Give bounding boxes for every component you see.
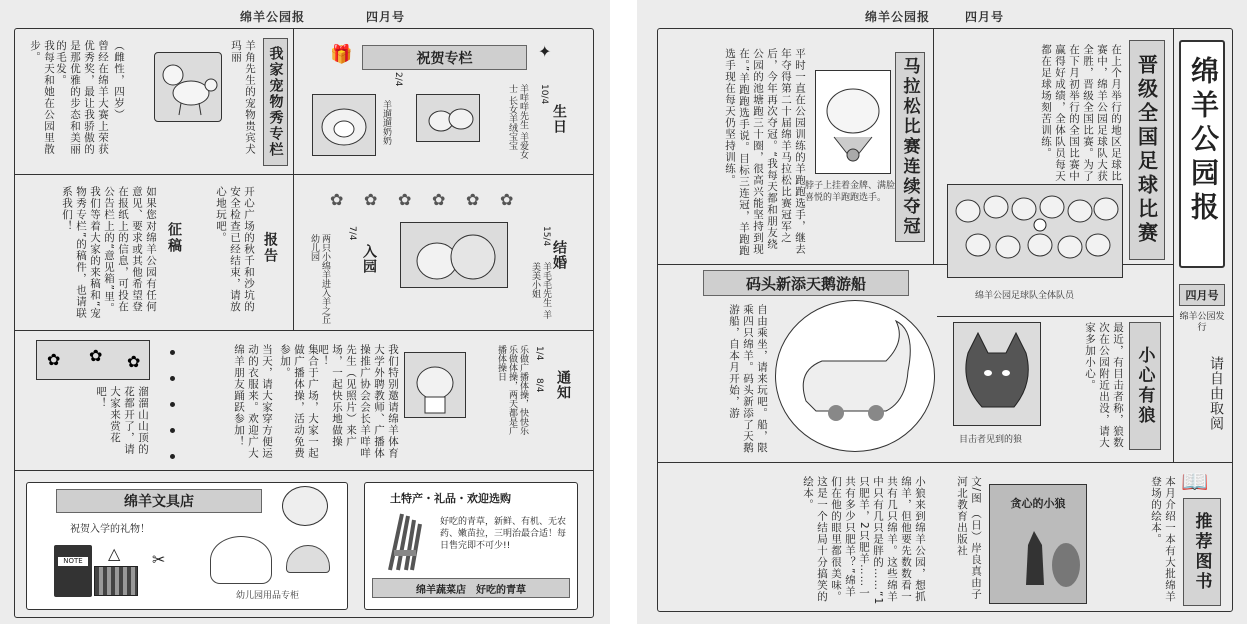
- pets-col3: 曾经在绵羊大赛上荣获优秀奖，最让我骄傲的是那优雅的步态和美丽的毛发。: [55, 40, 109, 155]
- left-page: 绵羊公园报 四月号 我家宠物秀专栏 羊角先生的宠物贵宾犬玛丽 （雌性，四岁） 曾经在绵羊大赛上荣获优秀奖，最让我骄傲的是那优雅的步态和美丽的毛发。 我每天和她在公园里散步。 报告 开心广场的秋千和沙坑的安全检查已经结束，请放心地玩吧。 征稿 如果您对绵羊公园有任何意见、要求或其他希望登在报纸上的信息，可投在公告栏上的“意见箱”里。我们等着大家的来稿和“宠物秀专栏”的稿件，也请联系我们！ 🎁 祝贺专栏 ✦ 生日 10/4 2/4 羊遛遛奶奶 羊咩咩先生 羊爱女士 长女羊绒宝宝 ✿ ✿ ✿ ✿ ✿ ✿ 结婚 15/4 羊毛毛先生 羊美美小姐 入园 7/4 两只小绵羊进入羊之丘幼儿园 通知 1/4 8/4 乐做广播体操，快快乐乐做体操，两天都是广播体操日 我们特别邀请绵羊体育大学外聘教师、广播体操推广协会会长羊咩咩先生（见照片）来广场，一起快乐地做操吧！ 集合于广场，大家一起做广播体操，活动免费参加。 当天，请大家穿方便运动的衣服来。欢迎广大绵羊朋友踊跃参加！ ✿ ✿ ✿ 溜溜山山顶的花都开了，请大家来赏花吧！ 绵羊文具店 祝贺入学的礼物！ NOTE △ ✂ 幼儿园用品专柜 土特产・礼品・欢迎选购 好吃的青草，新鲜、有机、无农药、嫩苗拉，三明治最合适！每日售完即不可少!! 绵羊蔬菜店 好吃的青草: [0, 0, 610, 624]
- bag-icon: [210, 536, 272, 584]
- football-title: 晋级全国足球比赛: [1129, 40, 1165, 260]
- left-header-paper: 绵羊公园报: [240, 10, 306, 24]
- party-icon: ✦: [538, 42, 552, 61]
- football-team-image: [947, 184, 1123, 278]
- right-header-paper: 绵羊公园报: [865, 10, 931, 24]
- notice-text4: 乐做广播体操，快快乐乐做体操，两天都是广播体操日: [496, 345, 528, 435]
- swan-title: 码头新添天鹅游船: [703, 270, 909, 296]
- wolf-text: 最近，有目击者称，狼数次在公园附近出没，请大家多加小心。: [1084, 322, 1124, 449]
- swan-boat-image: [775, 300, 935, 452]
- birthday-item1: 羊遛遛奶奶: [381, 100, 391, 145]
- svg-text:✿: ✿: [47, 350, 61, 369]
- page-gutter: [610, 0, 637, 624]
- flowers-text: 溜溜山山顶的花都开了，请大家来赏花吧！: [95, 386, 149, 455]
- swan-text: 自由乘坐，请来玩吧。船，限乘四只绵羊。码头新添了天鹅游船，自本月开始，游: [728, 304, 768, 454]
- stationery-title: 绵羊文具店: [56, 489, 262, 513]
- book-meta: 文/图 （日）岸良真由子 河北教育出版社: [956, 476, 982, 600]
- pets-col1: 羊角先生的宠物贵宾犬玛丽: [230, 40, 256, 155]
- gift-icon: 🎁: [330, 44, 353, 65]
- notice-title: 通知: [555, 370, 571, 400]
- svg-text:✿: ✿: [89, 346, 103, 365]
- notice-text3: 当天，请大家穿方便运动的衣服来。欢迎广大绵羊朋友踊跃参加！: [233, 344, 273, 459]
- marathon-title: 马拉松比赛连续夺冠: [895, 52, 925, 242]
- book-cover-image: [989, 484, 1087, 604]
- scissors-icon: ✂: [152, 550, 166, 569]
- football-text: 在上个月举行的地区足球比赛中，绵羊公园足球队大获全胜，晋级全国比赛。为了在下月初举行的全国比赛中赢得好成绩，全体队员每天都在足球场刻苦训练。: [1040, 44, 1122, 182]
- stationery-caption: 幼儿园用品专柜: [236, 591, 300, 601]
- crayons-icon: [94, 566, 138, 596]
- pets-col2: （雌性，四岁）: [113, 40, 125, 121]
- report-text: 开心广场的秋千和沙坑的安全检查已经结束，请放心地玩吧。: [215, 186, 255, 313]
- notice-text1: 我们特别邀请绵羊体育大学外聘教师、广播体操推广协会会长羊咩咩先生（见照片）来广场，一起快乐地做操吧！: [317, 344, 399, 459]
- book-title: 推荐图书: [1183, 498, 1221, 606]
- sheep-mascot-icon: [282, 486, 328, 526]
- right-page: [637, 0, 1247, 624]
- marathon-text: 平时一直在公园训练的羊跑跑选手，继去年夺得第二十届绵羊马拉松比赛冠军之后，今年再次夺冠。“我每天都和朋友绕公园的池塘跑三十圈，很高兴能坚持到现在。”羊跑跑选手说。目标三连冠，羊跑跑选手现在每天仍坚持训练。: [724, 48, 806, 257]
- birthday-date1: 2/4: [393, 72, 403, 87]
- vegetable-shop-footer: 绵羊蔬菜店 好吃的青草: [372, 578, 570, 598]
- report-title: 报告: [262, 232, 278, 264]
- notice-date1: 1/4: [534, 346, 544, 361]
- wedding-couple-image: [400, 222, 508, 288]
- sheep-family-image: [416, 94, 480, 142]
- left-header-issue: 四月号: [366, 10, 406, 24]
- birthday-label: 生日: [551, 104, 567, 134]
- book-text: 小狼来到绵羊公园，想抓绵羊，但他要先数数看一共有几只绵羊。这些绵羊中只有几只是胖的……“1只肥羊，2只肥羊……一共有多少只肥羊？”绵羊们在他的眼里都很美味。这是一个结局十分搞笑的绘本。: [802, 476, 926, 606]
- stationery-subtitle: 祝贺入学的礼物！: [70, 524, 150, 535]
- contrib-text: 如果您对绵羊公园有任何意见、要求或其他希望登在报纸上的信息，可投在公告栏上的“意见箱”里。我们等着大家的来稿和“宠物秀专栏”的稿件，也请联系我们！: [61, 186, 157, 319]
- right-book-cover_title: 贪心的小狼: [1010, 497, 1066, 510]
- birthday-date: 10/4: [539, 84, 549, 105]
- marriage-item1: 羊毛毛先生 羊美美小姐: [530, 262, 551, 319]
- masthead-publisher: 绵羊公园发行: [1179, 312, 1225, 333]
- football-caption: 绵羊公园足球队全体队员: [975, 291, 1075, 301]
- notice-text2: 集合于广场，大家一起做广播体操，活动免费参加。: [279, 344, 319, 459]
- wolf-image: [953, 322, 1041, 426]
- school-date: 7/4: [347, 226, 357, 241]
- contrib-title: 征稿: [166, 222, 182, 254]
- birthday-item2: 羊咩咩先生 羊爱女士 长女羊绒宝宝: [507, 84, 528, 159]
- book-icon: 📖: [1181, 470, 1209, 495]
- notice-date2: 8/4: [534, 378, 544, 393]
- book-intro: 本月介绍一本有大批绵羊登场的绘本。: [1150, 476, 1176, 603]
- poodle-image: [154, 52, 222, 122]
- marathon-runner-image: [815, 70, 891, 174]
- school-label: 入园: [361, 244, 377, 274]
- notebook-icon: [54, 545, 92, 597]
- right-header-issue: 四月号: [965, 10, 1005, 24]
- svg-text:✿: ✿: [127, 352, 141, 371]
- vegetable-shop-text: 好吃的青草，新鲜、有机、无农药、嫩苗拉，三明治最合适！每日售完即不可少!!: [440, 517, 567, 551]
- pets-col4: 我每天和她在公园里散步。: [29, 40, 55, 155]
- flower-field-image: [36, 340, 150, 380]
- masthead-title: 绵羊公园报: [1187, 56, 1220, 226]
- marathon-caption: 脖子上挂着金牌、满脸喜悦的羊跑跑选手。: [805, 181, 896, 203]
- wolf-caption: 目击者见到的狼: [959, 435, 1023, 445]
- grass-bundle-icon: [382, 510, 424, 574]
- greetings-title: 祝贺专栏: [362, 45, 527, 70]
- masthead-free: 请自由取阅: [1208, 356, 1224, 431]
- ruler-icon: △: [108, 544, 121, 563]
- left-shop1-label_note: NOTE: [58, 557, 88, 566]
- masthead-issue: 四月号: [1179, 284, 1225, 306]
- vegetable-shop-title: 土特产・礼品・欢迎选购: [390, 492, 511, 505]
- school-item1: 两只小绵羊进入羊之丘幼儿园: [309, 234, 330, 324]
- teacher-sheep-image: [404, 352, 466, 418]
- pets-title: 我家宠物秀专栏: [263, 38, 288, 166]
- wolf-title: 小心有狼: [1129, 322, 1161, 450]
- sheep-grandma-image: [312, 94, 376, 156]
- marriage-label: 结婚: [551, 240, 567, 270]
- marriage-date: 15/4: [541, 226, 551, 247]
